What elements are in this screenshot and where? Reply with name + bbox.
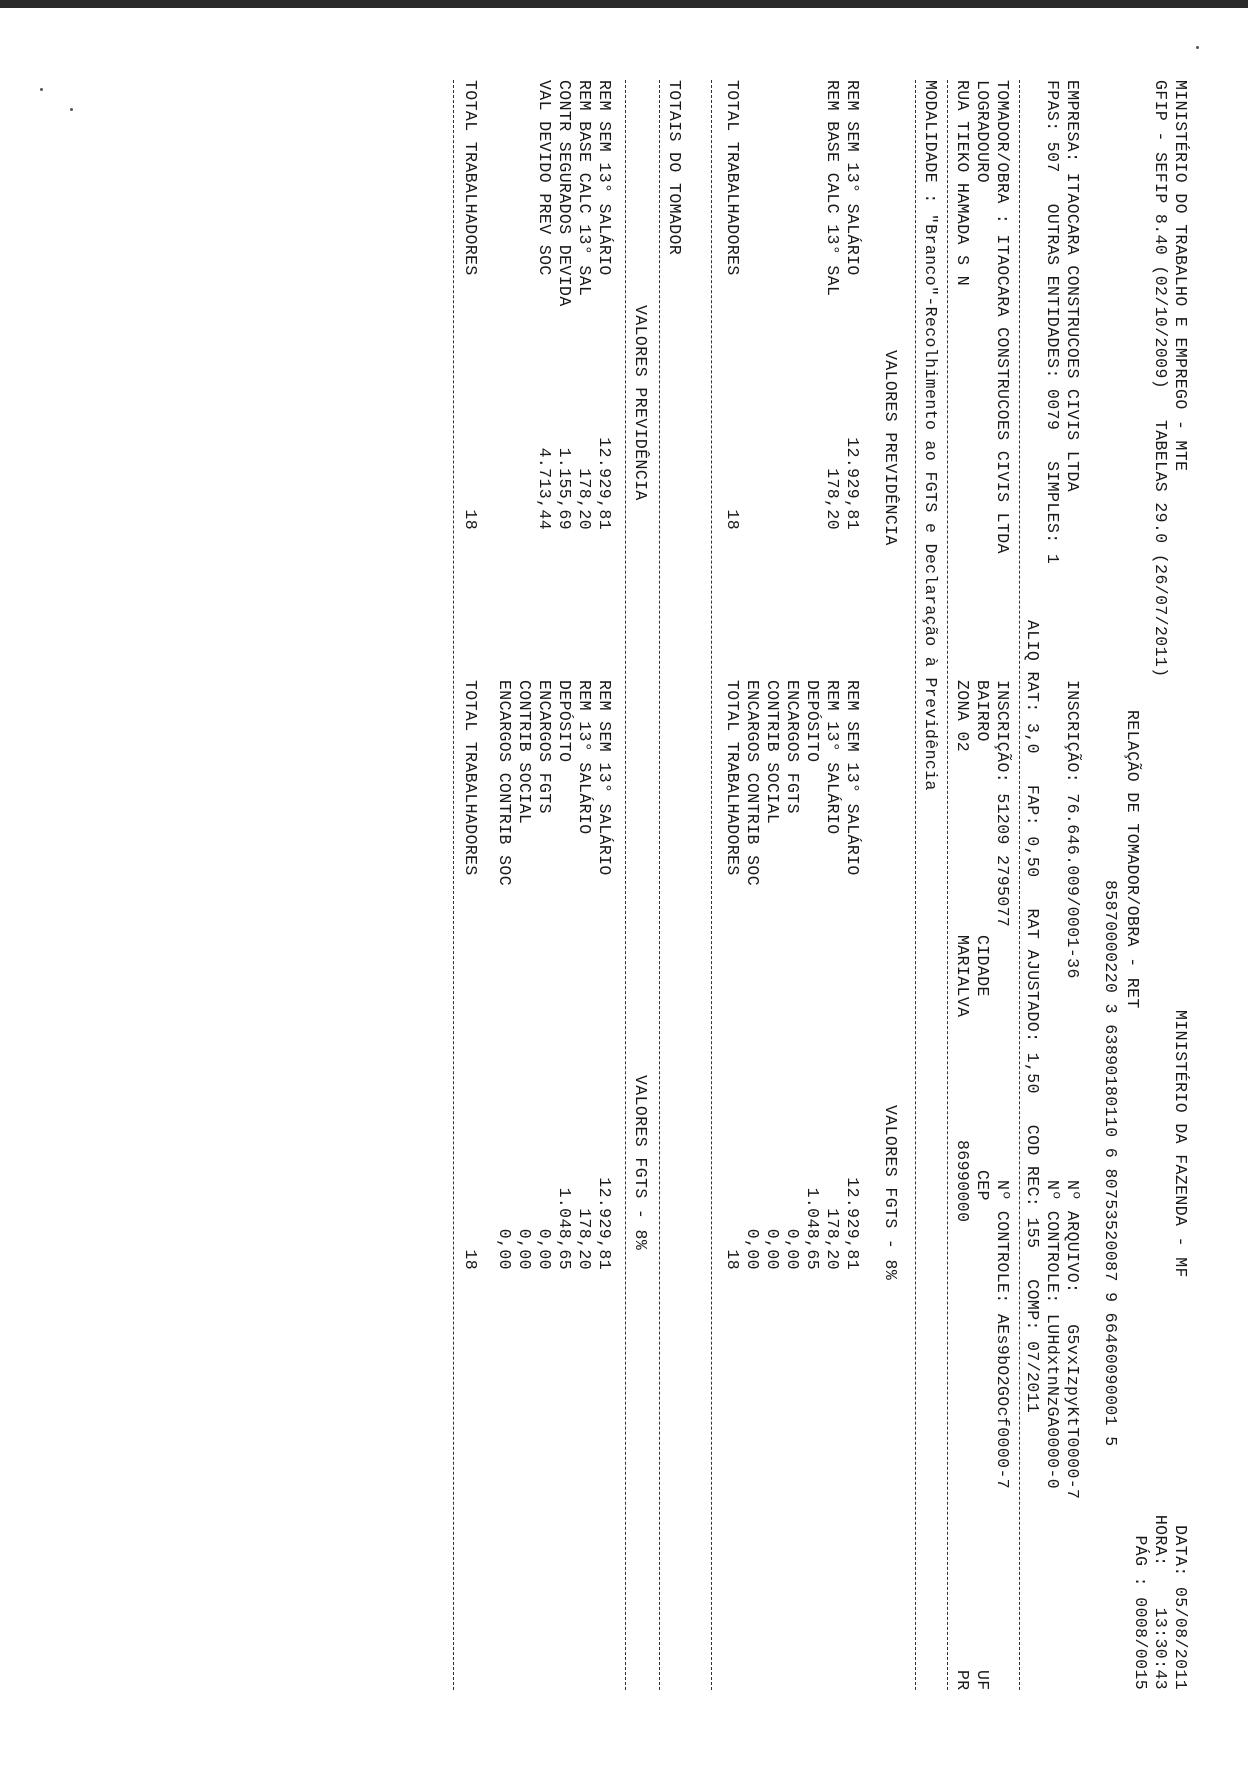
fgts-row-value: 12.929,81 bbox=[843, 1177, 862, 1270]
col-logradouro: LOGRADOURO bbox=[973, 80, 992, 184]
fgts-row-label: DEPÓSITO bbox=[803, 680, 822, 763]
tomador-uf: PR bbox=[953, 1670, 972, 1691]
tomador-inscricao: INSCRIÇÃO: 51209 2795077 bbox=[993, 680, 1012, 928]
fgts-row-value: 0,00 bbox=[763, 1228, 782, 1270]
scan-edge bbox=[0, 0, 1248, 8]
totals-prev-label: REM SEM 13° SALÁRIO bbox=[595, 80, 614, 276]
ministry-finance-title: MINISTÉRIO DA FAZENDA - MF bbox=[1171, 1010, 1190, 1278]
divider bbox=[711, 80, 712, 1690]
col-bairro: BAIRRO bbox=[973, 680, 992, 742]
fgts-row-value: 18 bbox=[723, 1249, 742, 1270]
fgts-row-value: 1.048,65 bbox=[803, 1187, 822, 1270]
divider bbox=[947, 80, 948, 1690]
fgts-row-label: ENCARGOS CONTRIB SOC bbox=[743, 680, 762, 887]
report-time: HORA: 13:30:43 bbox=[1151, 1514, 1170, 1690]
totals-fgts-value: 1.048,65 bbox=[555, 1187, 574, 1270]
col-cep: CEP bbox=[973, 1170, 992, 1201]
page-number: PÁG : 0008/0015 bbox=[1131, 1535, 1150, 1690]
scan-speck bbox=[40, 88, 43, 91]
totals-fgts-value: 0,00 bbox=[535, 1228, 554, 1270]
fgts-row-label: REM SEM 13° SALÁRIO bbox=[843, 680, 862, 876]
totals-fgts-label: CONTRIB SOCIAL bbox=[515, 680, 534, 825]
empresa-name: EMPRESA: ITAOCARA CONSTRUCOES CIVIS LTDA bbox=[1063, 80, 1082, 493]
totals-prev-header: VALORES PREVIDÊNCIA bbox=[631, 305, 650, 501]
totals-prev-value: 1.155,69 bbox=[555, 447, 574, 530]
fgts-row-label: REM 13° SALÁRIO bbox=[823, 680, 842, 835]
report-title: RELAÇÃO DE TOMADOR/OBRA - RET bbox=[1123, 710, 1142, 1009]
gfip-version-line: GFIP - SEFIP 8.40 (02/10/2009) TABELAS 29.0 (26/07/2011) bbox=[1151, 80, 1170, 678]
divider bbox=[625, 80, 626, 1690]
totals-prev-value: 178,20 bbox=[575, 468, 594, 530]
total-trabalhadores-value: 18 bbox=[723, 509, 742, 530]
empresa-fpas-line: FPAS: 507 OUTRAS ENTIDADES: 0079 SIMPLES: 1 bbox=[1043, 80, 1062, 565]
scan-speck bbox=[70, 108, 73, 111]
fgts-row-label: ENCARGOS FGTS bbox=[783, 680, 802, 814]
totals-fgts-header: VALORES FGTS - 8% bbox=[631, 1075, 650, 1251]
totals-prev-value: 12.929,81 bbox=[595, 437, 614, 530]
divider bbox=[659, 80, 660, 1690]
barcode-number: 85870000220 3 63890180110 6 80753520087 9 66460090001 5 bbox=[1101, 880, 1120, 1447]
tomador-logradouro: RUA TIEKO HAMADA S N bbox=[953, 80, 972, 287]
ministry-labor-title: MINISTÉRIO DO TRABALHO E EMPREGO - MTE bbox=[1171, 80, 1190, 472]
totals-title: TOTAIS DO TOMADOR bbox=[665, 80, 684, 256]
empresa-aliq-line: ALIQ RAT: 3,0 FAP: 0,50 RAT AJUSTADO: 1,50 COD REC: 155 COMP: 07/2011 bbox=[1023, 620, 1042, 1414]
prev-row-value: 178,20 bbox=[823, 468, 842, 530]
prev-header: VALORES PREVIDÊNCIA bbox=[881, 350, 900, 546]
empresa-arquivo: Nº ARQUIVO: G5vxIzpyKtT0000-7 bbox=[1063, 1180, 1082, 1500]
fgts-row-label: TOTAL TRABALHADORES bbox=[723, 680, 742, 876]
scan-speck bbox=[1196, 46, 1199, 49]
fgts-row-value: 0,00 bbox=[783, 1228, 802, 1270]
totals-fgts-label: ENCARGOS CONTRIB SOC bbox=[495, 680, 514, 887]
totals-fgts-value: 0,00 bbox=[495, 1228, 514, 1270]
divider bbox=[453, 80, 454, 1690]
fgts-row-label: CONTRIB SOCIAL bbox=[763, 680, 782, 825]
totals-trabalhadores-value: 18 bbox=[461, 509, 480, 530]
tomador-name: TOMADOR/OBRA : ITAOCARA CONSTRUCOES CIVIS LTDA bbox=[993, 80, 1012, 554]
totals-fgts-label: REM SEM 13° SALÁRIO bbox=[595, 680, 614, 876]
totals-prev-label: REM BASE CALC 13° SAL bbox=[575, 80, 594, 297]
tomador-cidade: MARIALVA bbox=[953, 935, 972, 1018]
report-date: DATA: 05/08/2011 bbox=[1171, 1525, 1190, 1690]
fgts-row-value: 0,00 bbox=[743, 1228, 762, 1270]
prev-row-label: REM SEM 13° SALÁRIO bbox=[843, 80, 862, 276]
col-cidade: CIDADE bbox=[973, 935, 992, 997]
tomador-bairro: ZONA 02 bbox=[953, 680, 972, 753]
totals-fgts-label: ENCARGOS FGTS bbox=[535, 680, 554, 814]
col-uf: UF bbox=[973, 1670, 992, 1691]
totals-prev-label: CONTR SEGURADOS DEVIDA bbox=[555, 80, 574, 307]
prev-row-value: 12.929,81 bbox=[843, 437, 862, 530]
totals-prev-label: VAL DEVIDO PREV SOC bbox=[535, 80, 554, 276]
totals-trabalhadores-value-fgts: 18 bbox=[461, 1249, 480, 1270]
rotated-report bbox=[210, 80, 1210, 1700]
empresa-controle: Nº CONTROLE: LUHdxtnNzGA0000-0 bbox=[1043, 1180, 1062, 1490]
divider bbox=[1019, 80, 1020, 1690]
total-trabalhadores-label: TOTAL TRABALHADORES bbox=[723, 80, 742, 276]
empresa-inscricao: INSCRIÇÃO: 76.646.009/0001-36 bbox=[1063, 680, 1082, 979]
fgts-row-value: 178,20 bbox=[823, 1208, 842, 1270]
prev-row-label: REM BASE CALC 13° SAL bbox=[823, 80, 842, 297]
tomador-controle: Nº CONTROLE: AEs9bO2GOcf0000-7 bbox=[993, 1180, 1012, 1490]
modalidade-line: MODALIDADE : "Branco"-Recolhimento ao FGTS e Declaração à Previdência bbox=[921, 80, 940, 791]
tomador-cep: 86990000 bbox=[953, 1140, 972, 1223]
totals-fgts-value: 0,00 bbox=[515, 1228, 534, 1270]
totals-prev-value: 4.713,44 bbox=[535, 447, 554, 530]
divider bbox=[915, 80, 916, 1690]
totals-fgts-label: DEPÓSITO bbox=[555, 680, 574, 763]
totals-fgts-value: 12.929,81 bbox=[595, 1177, 614, 1270]
totals-fgts-label: REM 13° SALÁRIO bbox=[575, 680, 594, 835]
totals-fgts-value: 178,20 bbox=[575, 1208, 594, 1270]
totals-trabalhadores-label: TOTAL TRABALHADORES bbox=[461, 80, 480, 276]
fgts-header: VALORES FGTS - 8% bbox=[881, 1105, 900, 1281]
totals-trabalhadores-label-fgts: TOTAL TRABALHADORES bbox=[461, 680, 480, 876]
